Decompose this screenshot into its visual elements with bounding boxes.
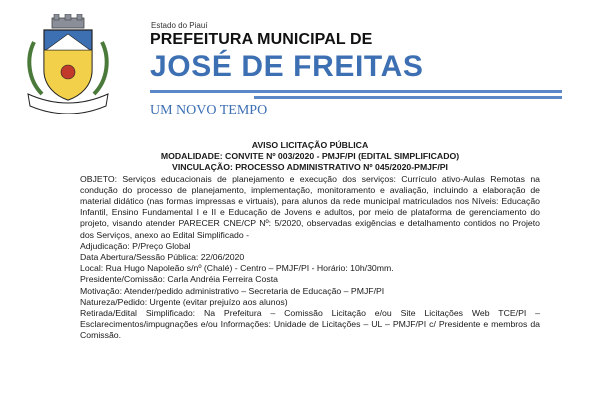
notice-retirada: Retirada/Edital Simplificado: Na Prefeitura – Comissão Licitação e/ou Site Licitações Web TCE/PI – Esclarecimentos/impugnações e/ou Informações: Unidade de Licitações – UL – PMJF/PI c/ Presidente e membros da Comissão.	[80, 308, 540, 341]
notice-modalidade: MODALIDADE: CONVITE Nº 003/2020 - PMJF/PI (EDITAL SIMPLIFICADO)	[160, 151, 460, 162]
notice-title: AVISO LICITAÇÃO PÚBLICA	[251, 140, 369, 150]
notice-adjudicacao: Adjudicação: P/Preço Global	[80, 240, 191, 251]
notice-vinculacao: VINCULAÇÃO: PROCESSO ADMINISTRATIVO Nº 045/2020-PMJF/PI	[172, 162, 448, 173]
notice-motivacao: Motivação: Atender/pedido administrativo – Secretaria de Educação – PMJF/PI	[80, 285, 385, 296]
header-divider-bar	[254, 96, 562, 99]
notice-objeto: OBJETO: Serviços educacionais de planejamento e execução dos serviços: Currículo ativo-Aulas Remotas na condução do processo de planejamento, implementação, monitoramento e avaliação, incluindo a elaboração de material didático (nas formas impressas e virtuais), para alunos da rede municipal matriculados nos Níveis: Educação Infantil, Ensino Fundamental I e II e Educação de Jovens e adultos, por meio de plataforma de gerenciamento do projeto, visando atender PARECER CNE/CP Nº: 5/2020, observadas exigências e detalhamento contidos no Projeto dos Serviços, anexo ao Edital Simplificado -	[80, 173, 540, 240]
notice-presidente: Presidente/Comissão: Carla Andréia Ferreira Costa	[80, 274, 278, 285]
letterhead	[0, 0, 600, 130]
municipal-coat-of-arms-icon	[22, 14, 114, 114]
prefeitura-label: PREFEITURA MUNICIPAL DE	[150, 31, 373, 48]
state-label: Estado do Piauí	[151, 21, 208, 30]
notice-document	[80, 140, 540, 342]
city-name: JOSÉ DE FREITAS	[150, 50, 424, 83]
header-divider-bar	[150, 90, 562, 93]
notice-data-abertura: Data Abertura/Sessão Pública: 22/06/2020	[80, 252, 245, 263]
notice-local: Local: Rua Hugo Napoleão s/nº (Chalé) - Centro – PMJF/PI - Horário: 10h/30mm.	[80, 263, 394, 274]
slogan: UM NOVO TEMPO	[150, 103, 268, 118]
notice-natureza: Natureza/Pedido: Urgente (evitar prejuízo aos alunos)	[80, 296, 288, 307]
